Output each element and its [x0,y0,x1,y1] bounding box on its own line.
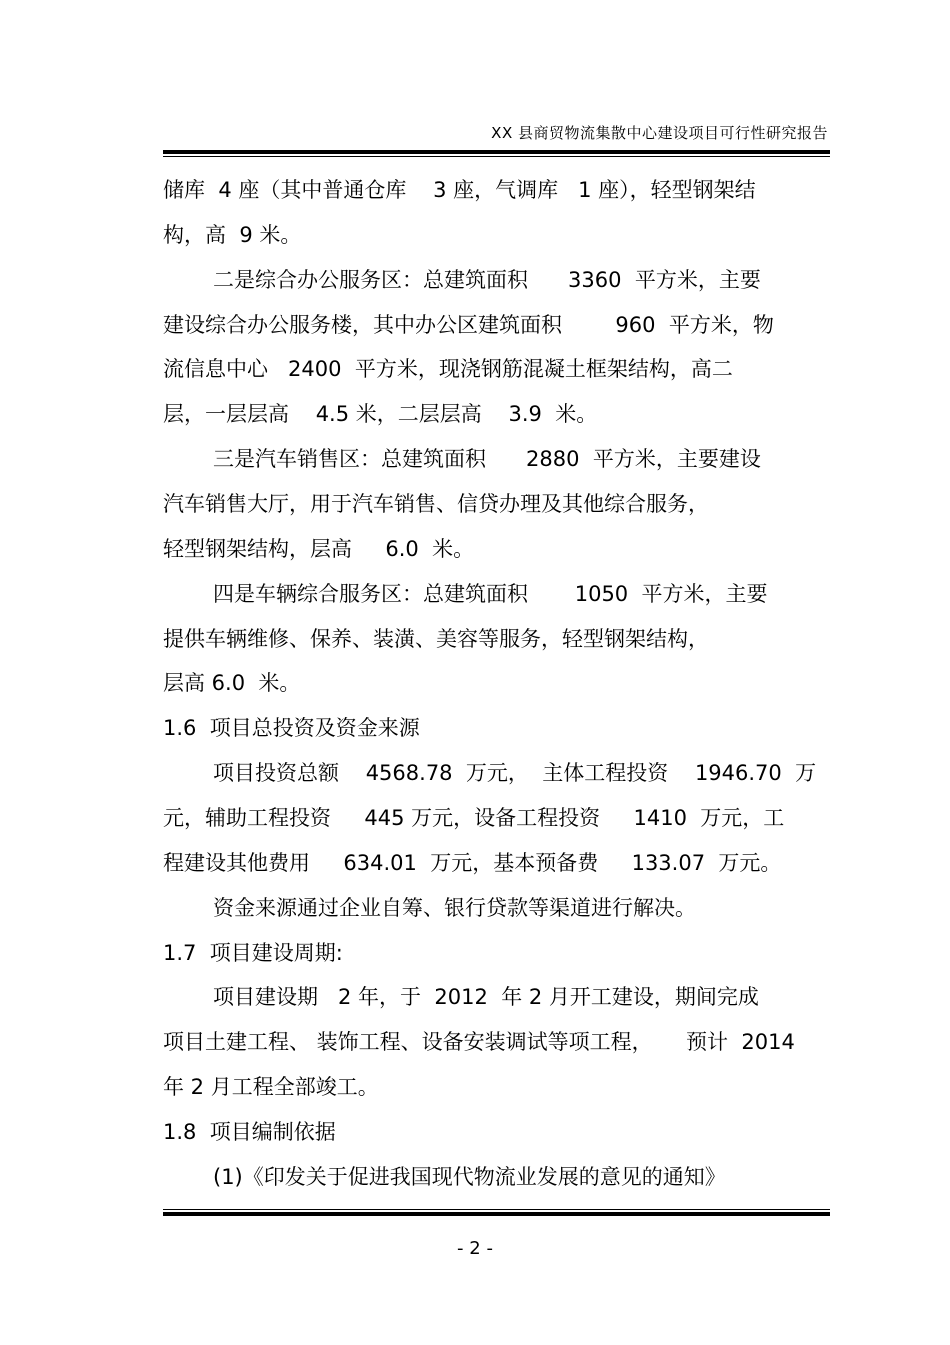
body-line: 项目土建工程、 装饰工程、设备安装调试等项工程， 预计 2014 [163,1030,795,1054]
section-heading-1-7: 1.7 项目建设周期: [163,941,343,965]
section-heading-1-8: 1.8 项目编制依据 [163,1120,336,1144]
paragraph-funding: 资金来源通过企业自筹、银行贷款等渠道进行解决。 [213,896,696,920]
body-line: 年 2 月工程全部竣工。 [163,1075,379,1099]
section-heading-1-6: 1.6 项目总投资及资金来源 [163,716,420,740]
page-number: - 2 - [457,1238,493,1259]
body-line: 构，高 9 米。 [163,223,302,247]
body-line: 建设综合办公服务楼，其中办公区建筑面积 960 平方米，物 [163,313,774,337]
document-title: XX 县商贸物流集散中心建设项目可行性研究报告 [491,124,828,142]
footer-rule [163,1209,830,1216]
paragraph-office-area: 二是综合办公服务区：总建筑面积 3360 平方米，主要 [213,268,761,292]
body-line: 层，一层层高 4.5 米，二层层高 3.9 米。 [163,402,598,426]
reference-item-1: (1)《印发关于促进我国现代物流业发展的意见的通知》 [213,1165,726,1189]
paragraph-car-sales: 三是汽车销售区：总建筑面积 2880 平方米，主要建设 [213,447,761,471]
body-line: 层高 6.0 米。 [163,671,301,695]
body-line: 提供车辆维修、保养、装潢、美容等服务，轻型钢架结构， [163,627,709,651]
paragraph-schedule: 项目建设期 2 年，于 2012 年 2 月开工建设，期间完成 [213,985,759,1009]
body-line: 储库 4 座（其中普通仓库 3 座，气调库 1 座），轻型钢架结 [163,178,756,202]
body-line: 流信息中心 2400 平方米，现浇钢筋混凝土框架结构，高二 [163,357,733,381]
body-line: 元，辅助工程投资 445 万元，设备工程投资 1410 万元，工 [163,806,785,830]
body-line: 汽车销售大厅，用于汽车销售、信贷办理及其他综合服务， [163,492,709,516]
paragraph-investment: 项目投资总额 4568.78 万元， 主体工程投资 1946.70 万 [213,761,817,785]
body-line: 轻型钢架结构，层高 6.0 米。 [163,537,475,561]
body-line: 程建设其他费用 634.01 万元，基本预备费 133.07 万元。 [163,851,782,875]
paragraph-vehicle-service: 四是车辆综合服务区：总建筑面积 1050 平方米，主要 [213,582,768,606]
header-rule [163,150,830,157]
